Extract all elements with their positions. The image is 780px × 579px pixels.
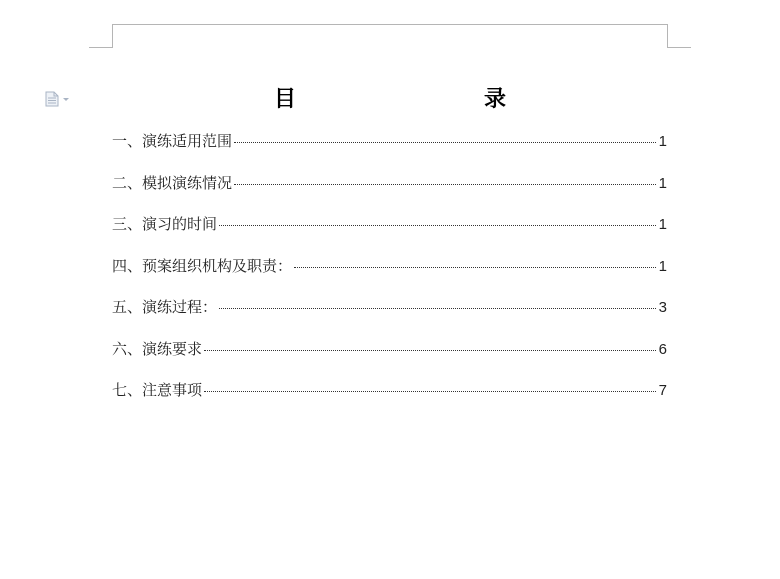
crop-mark-top-left [89, 24, 113, 48]
toc-entry-label: 三、演习的时间 [112, 215, 218, 233]
toc-entry-page-number: 3 [658, 299, 667, 316]
toc-entry-label: 四、预案组织机构及职责： [112, 256, 293, 275]
table-of-contents [112, 130, 667, 421]
toc-entry-label: 一、演练适用范围 [112, 132, 233, 150]
toc-entry[interactable] [112, 296, 667, 338]
toc-entry-page-number: 1 [658, 133, 667, 150]
toc-entry[interactable] [112, 130, 667, 172]
toc-entry-page-number: 1 [658, 257, 667, 275]
toc-dot-leader [234, 142, 656, 143]
toc-entry[interactable] [112, 338, 667, 380]
toc-entry[interactable] [112, 213, 667, 255]
crop-mark-top-right [667, 24, 691, 48]
document-navigation-button[interactable] [45, 90, 77, 108]
toc-entry-label: 二、模拟演练情况 [112, 173, 233, 192]
toc-entry-page-number: 6 [658, 340, 667, 358]
toc-dot-leader [219, 225, 656, 226]
toc-dot-leader [204, 350, 656, 351]
toc-entry-page-number: 1 [658, 174, 667, 192]
toc-dot-leader [234, 184, 656, 185]
toc-entry-page-number: 7 [658, 382, 667, 399]
document-icon [45, 91, 59, 107]
toc-dot-leader [219, 308, 656, 309]
toc-entry-label: 六、演练要求 [112, 339, 203, 358]
toc-entry-label: 五、演练过程： [112, 298, 218, 316]
toc-entry[interactable] [112, 379, 667, 421]
page-top-edge [112, 24, 668, 25]
toc-title: 目 录 [273, 86, 554, 112]
toc-dot-leader [204, 391, 656, 392]
toc-entry-page-number: 1 [658, 216, 667, 233]
toc-entry-label: 七、注意事项 [112, 381, 203, 399]
toc-dot-leader [294, 267, 656, 268]
caret-down-icon [63, 98, 69, 101]
toc-entry[interactable] [112, 172, 667, 214]
toc-entry[interactable] [112, 255, 667, 297]
